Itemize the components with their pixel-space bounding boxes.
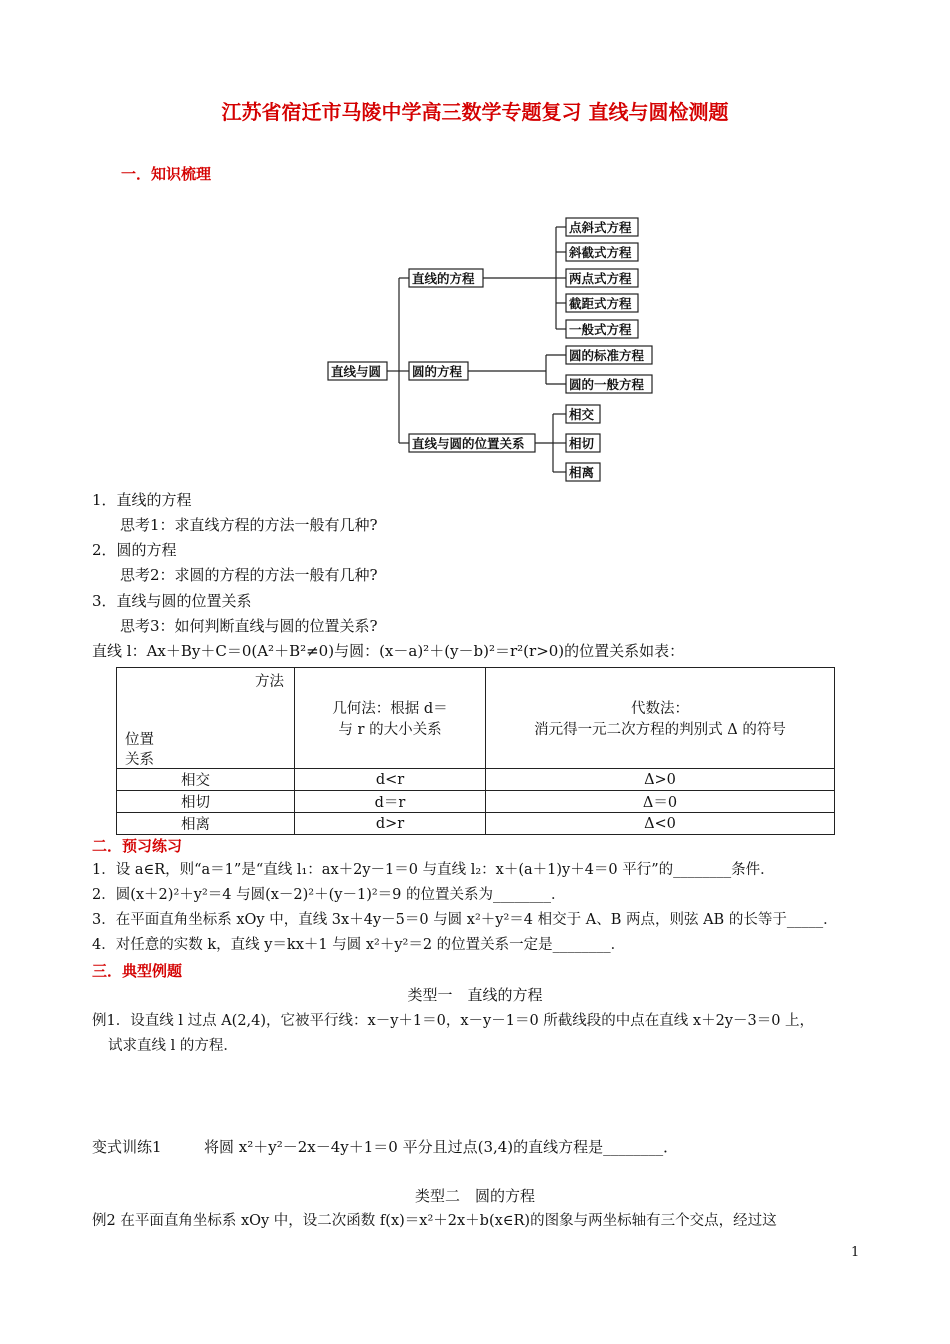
relation-cell: 相切 (181, 795, 210, 811)
outline-think: 思考1：求直线方程的方法一般有几种? (120, 516, 378, 534)
position-relation-table (116, 667, 835, 835)
tree-branch-label-position: 直线与圆的位置关系 (412, 436, 525, 451)
tree-leaf-label: 相离 (569, 465, 595, 480)
geometric-header-line: 与 r 的大小关系 (338, 722, 442, 738)
algebraic-header-line: 代数法： (631, 701, 689, 717)
page-title: 江苏省宿迁市马陵中学高三数学专题复习 直线与圆检测题 (221, 100, 729, 124)
section-heading-practice: 二．预习练习 (92, 837, 183, 855)
algebraic-cell: Δ>0 (486, 769, 835, 791)
outline-item: 2．圆的方程 (92, 541, 177, 559)
tree-leaf-label: 相交 (569, 407, 595, 422)
geometric-cell: d＝r (295, 791, 486, 813)
tree-leaf-label: 斜截式方程 (569, 245, 632, 260)
corner-method-label: 方法 (255, 674, 284, 690)
example1-line: 试求直线 l 的方程． (108, 1038, 238, 1054)
example1-line: 例1．设直线 l 过点 A(2,4)，它被平行线：x－y＋1＝0，x－y－1＝0 所截线段的中点在直线 x＋2y－3＝0 上， (92, 1013, 815, 1029)
table-intro: 直线 l：Ax＋By＋C＝0(A²＋B²≠0)与圆：(x－a)²＋(y－b)²＝r²(r>0)的位置关系如表： (92, 642, 685, 660)
practice-item: 3．在平面直角坐标系 xOy 中，直线 3x＋4y－5＝0 与圆 x²＋y²＝4 相交于 A、B 两点，则弦 AB 的长等于_____． (92, 912, 838, 928)
relation-cell: 相交 (181, 773, 210, 789)
page-number: 1 (851, 1245, 860, 1260)
practice-item: 4．对任意的实数 k，直线 y＝kx＋1 与圆 x²＋y²＝2 的位置关系一定是________． (92, 937, 626, 953)
tree-leaf-label: 两点式方程 (569, 271, 632, 286)
table-row (117, 791, 835, 813)
tree-branch-label-line: 直线的方程 (412, 271, 475, 286)
practice-item: 2．圆(x＋2)²＋y²＝4 与圆(x－2)²＋(y－1)²＝9 的位置关系为________． (92, 887, 566, 903)
section-heading-examples: 三．典型例题 (92, 962, 183, 980)
relation-cell: 相离 (181, 817, 210, 833)
practice-item: 1．设 a∈R，则“a＝1”是“直线 l₁：ax＋2y－1＝0 与直线 l₂：x＋(a＋1)y＋4＝0 平行”的________条件． (92, 862, 775, 878)
type2-title: 类型二 圆的方程 (414, 1187, 535, 1205)
outline-item: 3．直线与圆的位置关系 (92, 592, 252, 610)
geometric-cell: d<r (295, 769, 486, 791)
geometric-header-line: 几何法：根据 d＝ (332, 701, 448, 717)
outline-think: 思考2：求圆的方程的方法一般有几种? (120, 566, 378, 584)
tree-leaf-label: 相切 (569, 436, 595, 451)
table-row (117, 769, 835, 791)
variant1-text: 将圆 x²＋y²－2x－4y＋1＝0 平分且过点(3,4)的直线方程是________． (204, 1138, 679, 1156)
algebraic-method-header (486, 668, 835, 769)
outline-item: 1．直线的方程 (92, 491, 192, 509)
tree-root-label: 直线与圆 (331, 364, 382, 379)
corner-relation-label: 关系 (125, 752, 154, 768)
tree-leaf-label: 点斜式方程 (569, 220, 632, 235)
tree-branch-label-circle: 圆的方程 (412, 364, 463, 379)
algebraic-cell: Δ＝0 (486, 791, 835, 813)
tree-leaf-label: 圆的一般方程 (569, 377, 645, 392)
table-row (117, 813, 835, 835)
algebraic-cell: Δ<0 (486, 813, 835, 835)
variant1-label: 变式训练1 (92, 1138, 162, 1156)
corner-position-label: 位置 (125, 732, 154, 748)
knowledge-tree-diagram (320, 210, 670, 485)
example2-line: 例2 在平面直角坐标系 xOy 中，设二次函数 f(x)＝x²＋2x＋b(x∈R)的图象与两坐标轴有三个交点，经过这 (92, 1213, 777, 1229)
geometric-cell: d>r (295, 813, 486, 835)
tree-leaf-label: 一般式方程 (569, 322, 632, 337)
geometric-method-header (295, 668, 486, 769)
section-heading-knowledge: 一．知识梳理 (121, 165, 212, 183)
tree-leaf-label: 圆的标准方程 (569, 348, 645, 363)
table-corner-cell (117, 668, 295, 769)
outline-think: 思考3：如何判断直线与圆的位置关系? (120, 617, 378, 635)
type1-title: 类型一 直线的方程 (407, 986, 543, 1004)
algebraic-header-line: 消元得一元二次方程的判别式 Δ 的符号 (534, 722, 786, 738)
tree-leaf-label: 截距式方程 (569, 296, 632, 311)
